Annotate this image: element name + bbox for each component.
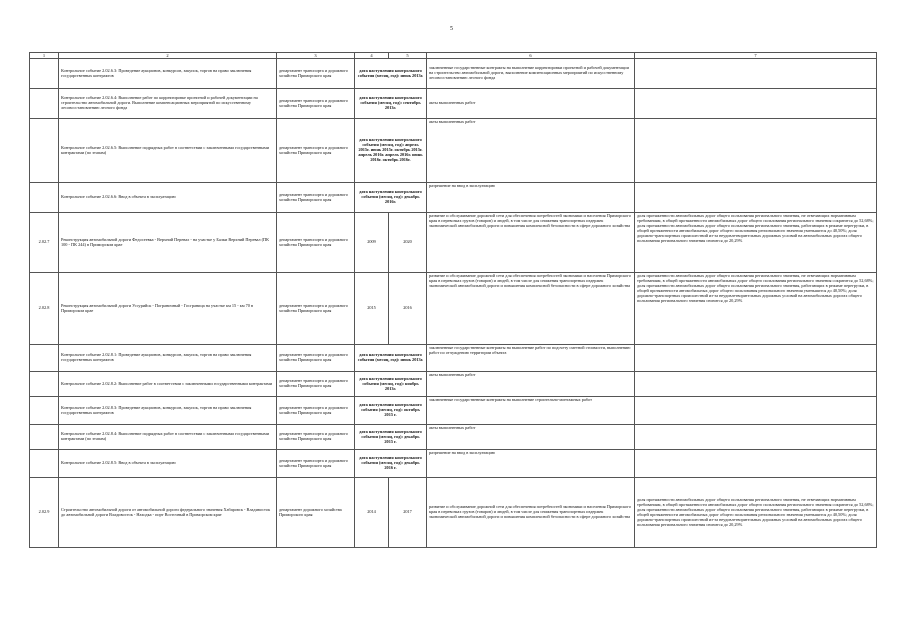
- row-code: [30, 89, 59, 119]
- row-indicator: [635, 345, 877, 372]
- program-table: [29, 52, 877, 548]
- row-code: [30, 450, 59, 478]
- column-number: 1: [30, 53, 59, 59]
- row-indicator: [635, 183, 877, 213]
- row-start-year: 2015: [355, 273, 389, 345]
- row-code: 2.02.9: [30, 478, 59, 548]
- row-indicator: [635, 89, 877, 119]
- table-row: [30, 478, 877, 548]
- row-event: Контрольное событие 2.02.8.1: Проведение аукционов, конкурсов, закупок, торгов на право заключения государственных контрактов: [59, 345, 277, 372]
- row-end-year: 2016: [389, 273, 427, 345]
- row-result: акты выполненных работ: [427, 89, 635, 119]
- row-result: заключенные государственные контракты на выполнение строительно-монтажных работ: [427, 397, 635, 425]
- row-end-year: 2017: [389, 478, 427, 548]
- row-event: Реконструкция автомобильной дороги Уссурийск - Пограничный - Госграница на участке км 15 - км 70 в Приморском крае: [59, 273, 277, 345]
- row-event: Контрольное событие 2.02.8.4: Выполнение подрядных работ в соответствии с заключенными государственными контрактами (по этапам): [59, 425, 277, 450]
- table-row: [30, 425, 877, 450]
- table-row: [30, 59, 877, 89]
- row-indicator: [635, 425, 877, 450]
- row-code: [30, 345, 59, 372]
- row-event: Контрольное событие 2.02.8.2: Выполнение работ в соответствии с заключенными государственными контрактами: [59, 372, 277, 397]
- row-control-date: дата наступления контрольного события (месяц, год): декабрь 2016 г.: [355, 450, 427, 478]
- row-executor: департамент транспорта и дорожного хозяйства Приморского края: [277, 345, 355, 372]
- row-control-date: дата наступления контрольного события (месяц, год): апрель 2015г. июнь 2015г. октябрь 2015г. апрель 2016г. апрель 2016г. июнь 2016г. октябрь 2016г.: [355, 119, 427, 183]
- row-indicator: [635, 397, 877, 425]
- row-end-year: 2020: [389, 213, 427, 273]
- table-row: [30, 345, 877, 372]
- row-result: акты выполненных работ: [427, 119, 635, 183]
- row-indicator: [635, 59, 877, 89]
- row-indicator: [635, 119, 877, 183]
- row-executor: департамент транспорта и дорожного хозяйства Приморского края: [277, 183, 355, 213]
- row-code: [30, 119, 59, 183]
- row-indicator: доля протяженности автомобильных дорог общего пользования регионального значения, не отвечающих нормативным требованиям, в общей протяженности автомобильных дорог общего пользования регионального значения сократится до 52,68%; доля протяженности автомобильных дорог общего пользования регионального значения, работающих в режиме перегрузки, в общей протяженности автомобильных дорог общего пользования регионального значения уменьшится до 40,50%; доля дорожно-транспортных происшествий из-за неудовлетворительных дорожных условий на автомобильных дорогах общего пользования регионального значения снизится до 20,29%: [635, 213, 877, 273]
- row-result: заключенные государственные контракты на выполнение корректировки проектной и рабочей документации на строительство автомобильной дороги, выполнение компенсационных мероприятий по искусственному лесовосстановлению лесного фонда: [427, 59, 635, 89]
- table-row: [30, 450, 877, 478]
- row-result: разрешение на ввод в эксплуатацию: [427, 183, 635, 213]
- table-row: [30, 213, 877, 273]
- row-event: Контрольное событие 2.02.6.4: Выполнение работ по корректировке проектной и рабочей документации на строительство автомобильной дороги. Выполнение компенсационных мероприятий по искусственному лесовосстановлению лесного фонда: [59, 89, 277, 119]
- row-event: Контрольное событие 2.02.8.3: Проведение аукционов, конкурсов, закупок, торгов на право заключения государственных контрактов: [59, 397, 277, 425]
- row-control-date: дата наступления контрольного события (месяц, год): декабрь 2015 г.: [355, 425, 427, 450]
- row-result: развитие и обслуживание дорожной сети для обеспечения потребностей экономики и населения Приморского края в перевозках грузов (товаров) и людей, в том числе для снижения транспортных издержек экономической автомобильной дороги и повышения комплексной безопасности в сфере дорожного хозяйства: [427, 478, 635, 548]
- row-event: Реконструкция автомобильной дороги Федосеевка - Верхний Перевал - на участке у Балки Верхний Перевал (ПК 100 - ПК 244) в Приморском крае: [59, 213, 277, 273]
- row-code: [30, 183, 59, 213]
- row-executor: департамент дорожного хозяйства Приморского края: [277, 478, 355, 548]
- row-executor: департамент транспорта и дорожного хозяйства Приморского края: [277, 89, 355, 119]
- row-indicator: [635, 450, 877, 478]
- row-control-date: дата наступления контрольного события (месяц, год): июнь 2013г.: [355, 345, 427, 372]
- row-control-date: дата наступления контрольного события (месяц, год): июнь 2013г.: [355, 59, 427, 89]
- row-event: Контрольное событие 2.02.6.6: Ввод в объекта в эксплуатацию: [59, 183, 277, 213]
- row-executor: департамент транспорта и дорожного хозяйства Приморского края: [277, 59, 355, 89]
- table-row: [30, 273, 877, 345]
- row-event: Строительство автомобильной дороги от автомобильной дороги федерального значения Хабаровск - Владивосток до автомобильной дороги Владивосток - Находка - порт Восточный в Приморском крае: [59, 478, 277, 548]
- row-executor: департамент транспорта и дорожного хозяйства Приморского края: [277, 425, 355, 450]
- row-indicator: [635, 372, 877, 397]
- column-number: 7: [635, 53, 877, 59]
- row-event: Контрольное событие 2.02.6.5: Выполнение подрядных работ в соответствии с заключенными государственными контрактами (по этапам): [59, 119, 277, 183]
- column-number: 2: [59, 53, 277, 59]
- row-executor: департамент транспорта и дорожного хозяйства Приморского края: [277, 273, 355, 345]
- table-row: [30, 397, 877, 425]
- row-result: заключенные государственные контракты на выполнение работ по подсчету сметной стоимости, выполнению работ по отчуждению территории объекта: [427, 345, 635, 372]
- row-event: Контрольное событие 2.02.6.3: Проведение аукционов, конкурсов, закупок, торгов на право заключения государственных контрактов: [59, 59, 277, 89]
- row-indicator: доля протяженности автомобильных дорог общего пользования регионального значения, не отвечающих нормативным требованиям, в общей протяженности автомобильных дорог общего пользования регионального значения сократится до 52,68%; доля протяженности автомобильных дорог общего пользования регионального значения, работающих в режиме перегрузки, в общей протяженности автомобильных дорог общего пользования регионального значения уменьшится до 40,50%; доля дорожно-транспортных происшествий из-за неудовлетворительных дорожных условий на автомобильных дорогах общего пользования регионального значения снизится до 20,29%: [635, 273, 877, 345]
- row-code: [30, 372, 59, 397]
- row-result: развитие и обслуживание дорожной сети для обеспечения потребностей экономики и населения Приморского края в перевозках грузов (товаров) и людей, в том числе для снижения транспортных издержек экономической автомобильной дороги и повышения комплексной безопасности в сфере дорожного хозяйства: [427, 273, 635, 345]
- column-number: 3: [277, 53, 355, 59]
- column-number: 4: [355, 53, 389, 59]
- row-event: Контрольное событие 2.02.8.5: Ввод в объекта в эксплуатацию: [59, 450, 277, 478]
- row-control-date: дата наступления контрольного события (месяц, год): декабрь 2016г.: [355, 183, 427, 213]
- row-start-year: 2009: [355, 213, 389, 273]
- row-code: 2.02.7: [30, 213, 59, 273]
- row-executor: департамент транспорта и дорожного хозяйства Приморского края: [277, 213, 355, 273]
- table-row: [30, 89, 877, 119]
- row-executor: департамент транспорта и дорожного хозяйства Приморского края: [277, 372, 355, 397]
- table-row: [30, 183, 877, 213]
- row-control-date: дата наступления контрольного события (месяц, год): сентябрь 2013г.: [355, 89, 427, 119]
- row-code: [30, 397, 59, 425]
- row-start-year: 2014: [355, 478, 389, 548]
- row-result: акты выполненных работ: [427, 425, 635, 450]
- row-executor: департамент транспорта и дорожного хозяйства Приморского края: [277, 119, 355, 183]
- table-row: [30, 119, 877, 183]
- table-row: [30, 372, 877, 397]
- row-control-date: дата наступления контрольного события (месяц, год): октябрь 2015 г.: [355, 397, 427, 425]
- row-result: акты выполненных работ: [427, 372, 635, 397]
- row-result: развитие и обслуживание дорожной сети для обеспечения потребностей экономики и населения Приморского края в перевозках грузов (товаров) и людей, в том числе для снижения транспортных издержек экономической автомобильной дороги и повышения комплексной безопасности в сфере дорожного хозяйства: [427, 213, 635, 273]
- row-code: [30, 425, 59, 450]
- row-control-date: дата наступления контрольного события (месяц, год): ноябрь 2013г.: [355, 372, 427, 397]
- row-indicator: доля протяженности автомобильных дорог общего пользования регионального значения, не отвечающих нормативным требованиям, в общей протяженности автомобильных дорог общего пользования регионального значения сократится до 52,68%; доля протяженности автомобильных дорог общего пользования регионального значения, работающих в режиме перегрузки, в общей протяженности автомобильных дорог общего пользования регионального значения уменьшится до 40,50%; доля дорожно-транспортных происшествий из-за неудовлетворительных дорожных условий на автомобильных дорогах общего пользования регионального значения снизится до 20,29%: [635, 478, 877, 548]
- row-executor: департамент транспорта и дорожного хозяйства Приморского края: [277, 397, 355, 425]
- row-code: 2.02.8: [30, 273, 59, 345]
- row-executor: департамент транспорта и дорожного хозяйства Приморского края: [277, 450, 355, 478]
- row-result: разрешение на ввод в эксплуатацию: [427, 450, 635, 478]
- row-code: [30, 59, 59, 89]
- column-number: 5: [389, 53, 427, 59]
- column-number: 6: [427, 53, 635, 59]
- page-number: 5: [450, 26, 453, 32]
